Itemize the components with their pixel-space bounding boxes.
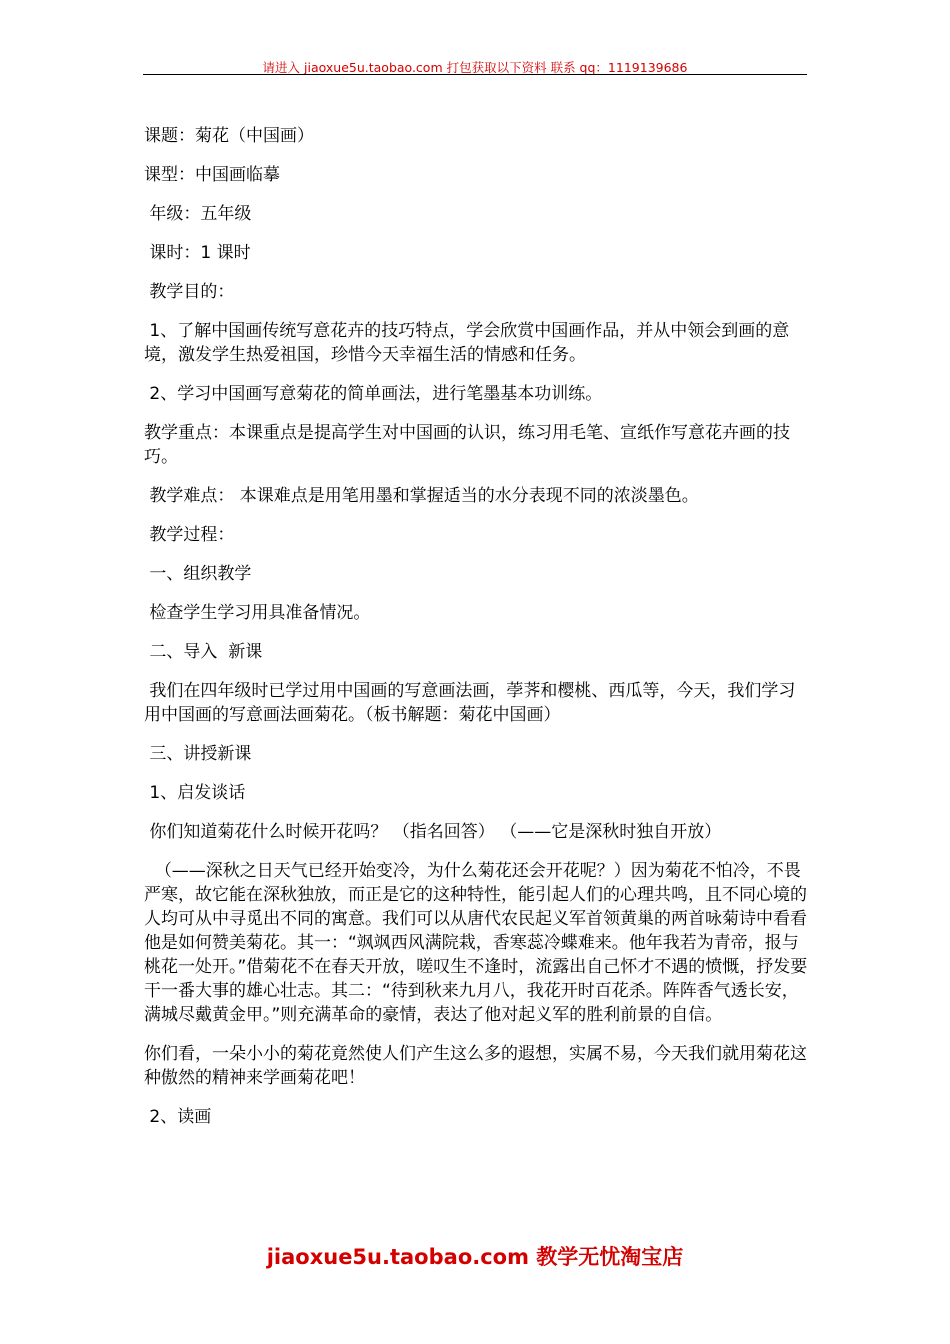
paragraph-process-heading: 教学过程： [144, 525, 235, 545]
header-divider [143, 74, 807, 75]
paragraph-subsection-1: 1、启发谈话 [144, 783, 246, 803]
paragraph-section-3: 三、讲授新课 [144, 744, 252, 764]
header-watermark-text: 请进入 jiaoxue5u.taobao.com 打包获取以下资料 联系 qq：1119139686 [262, 60, 688, 75]
paragraph-check-supplies: 检查学生学习用具准备情况。 [144, 603, 371, 623]
paragraph-question: 你们知道菊花什么时候开花吗？ （指名回答） （——它是深秋时独自开放） [144, 822, 722, 842]
paragraph-objectives-heading: 教学目的： [144, 282, 235, 302]
paragraph-lesson-type: 课型：中国画临摹 [144, 165, 280, 185]
document-body [144, 124, 808, 1144]
paragraph-section-1: 一、组织教学 [144, 564, 252, 584]
footer-shop-text: jiaoxue5u.taobao.com 教学无忧淘宝店 [266, 1245, 684, 1269]
paragraph-class-hours: 课时：1 课时 [144, 243, 251, 263]
paragraph-key-points: 教学重点：本课重点是提高学生对中国画的认识，练习用毛笔、宣纸作写意花卉画的技巧。 [144, 423, 790, 467]
paragraph-difficulties: 教学难点： 本课难点是用笔用墨和掌握适当的水分表现不同的浓淡墨色。 [144, 486, 699, 506]
paragraph-objective-1: 1、了解中国画传统写意花卉的技巧特点，学会欣赏中国画作品，并从中领会到画的意境，激发学生热爱祖国，珍惜今天幸福生活的情感和任务。 [144, 321, 790, 365]
paragraph-conclusion: 你们看，一朵小小的菊花竟然使人们产生这么多的遐想，实属不易，今天我们就用菊花这种傲然的精神来学画菊花吧！ [144, 1044, 807, 1088]
paragraph-grade: 年级：五年级 [144, 204, 252, 224]
paragraph-objective-2: 2、学习中国画写意菊花的简单画法，进行笔墨基本功训练。 [144, 384, 603, 404]
paragraph-poem-discussion: （——深秋之日天气已经开始变冷，为什么菊花还会开花呢？）因为菊花不怕冷，不畏严寒，故它能在深秋独放，而正是它的这种特性，能引起人们的心理共鸣，且不同心境的人均可从中寻觅出不同的寓意。我们可以从唐代农民起义军首领黄巢的两首咏菊诗中看看他是如何赞美菊花。其一：“飒飒西风满院栽，香寒蕊冷蝶难来。他年我若为青帝，报与桃花一处开。”借菊花不在春天开放，嗟叹生不逢时，流露出自己怀才不遇的愤慨，抒发要干一番大事的雄心壮志。其二：“待到秋来九月八，我花开时百花杀。阵阵香气透长安，满城尽戴黄金甲。”则充满革命的豪情，表达了他对起义军的胜利前景的自信。 [144, 861, 808, 1025]
paragraph-subsection-2: 2、读画 [144, 1107, 212, 1127]
paragraph-topic: 课题：菊花（中国画） [144, 126, 314, 146]
paragraph-section-2: 二、导入 新课 [144, 642, 263, 662]
paragraph-introduction: 我们在四年级时已学过用中国画的写意画法画，荸荠和樱桃、西瓜等，今天，我们学习用中国画的写意画法画菊花。（板书解题：菊花中国画） [144, 681, 796, 725]
